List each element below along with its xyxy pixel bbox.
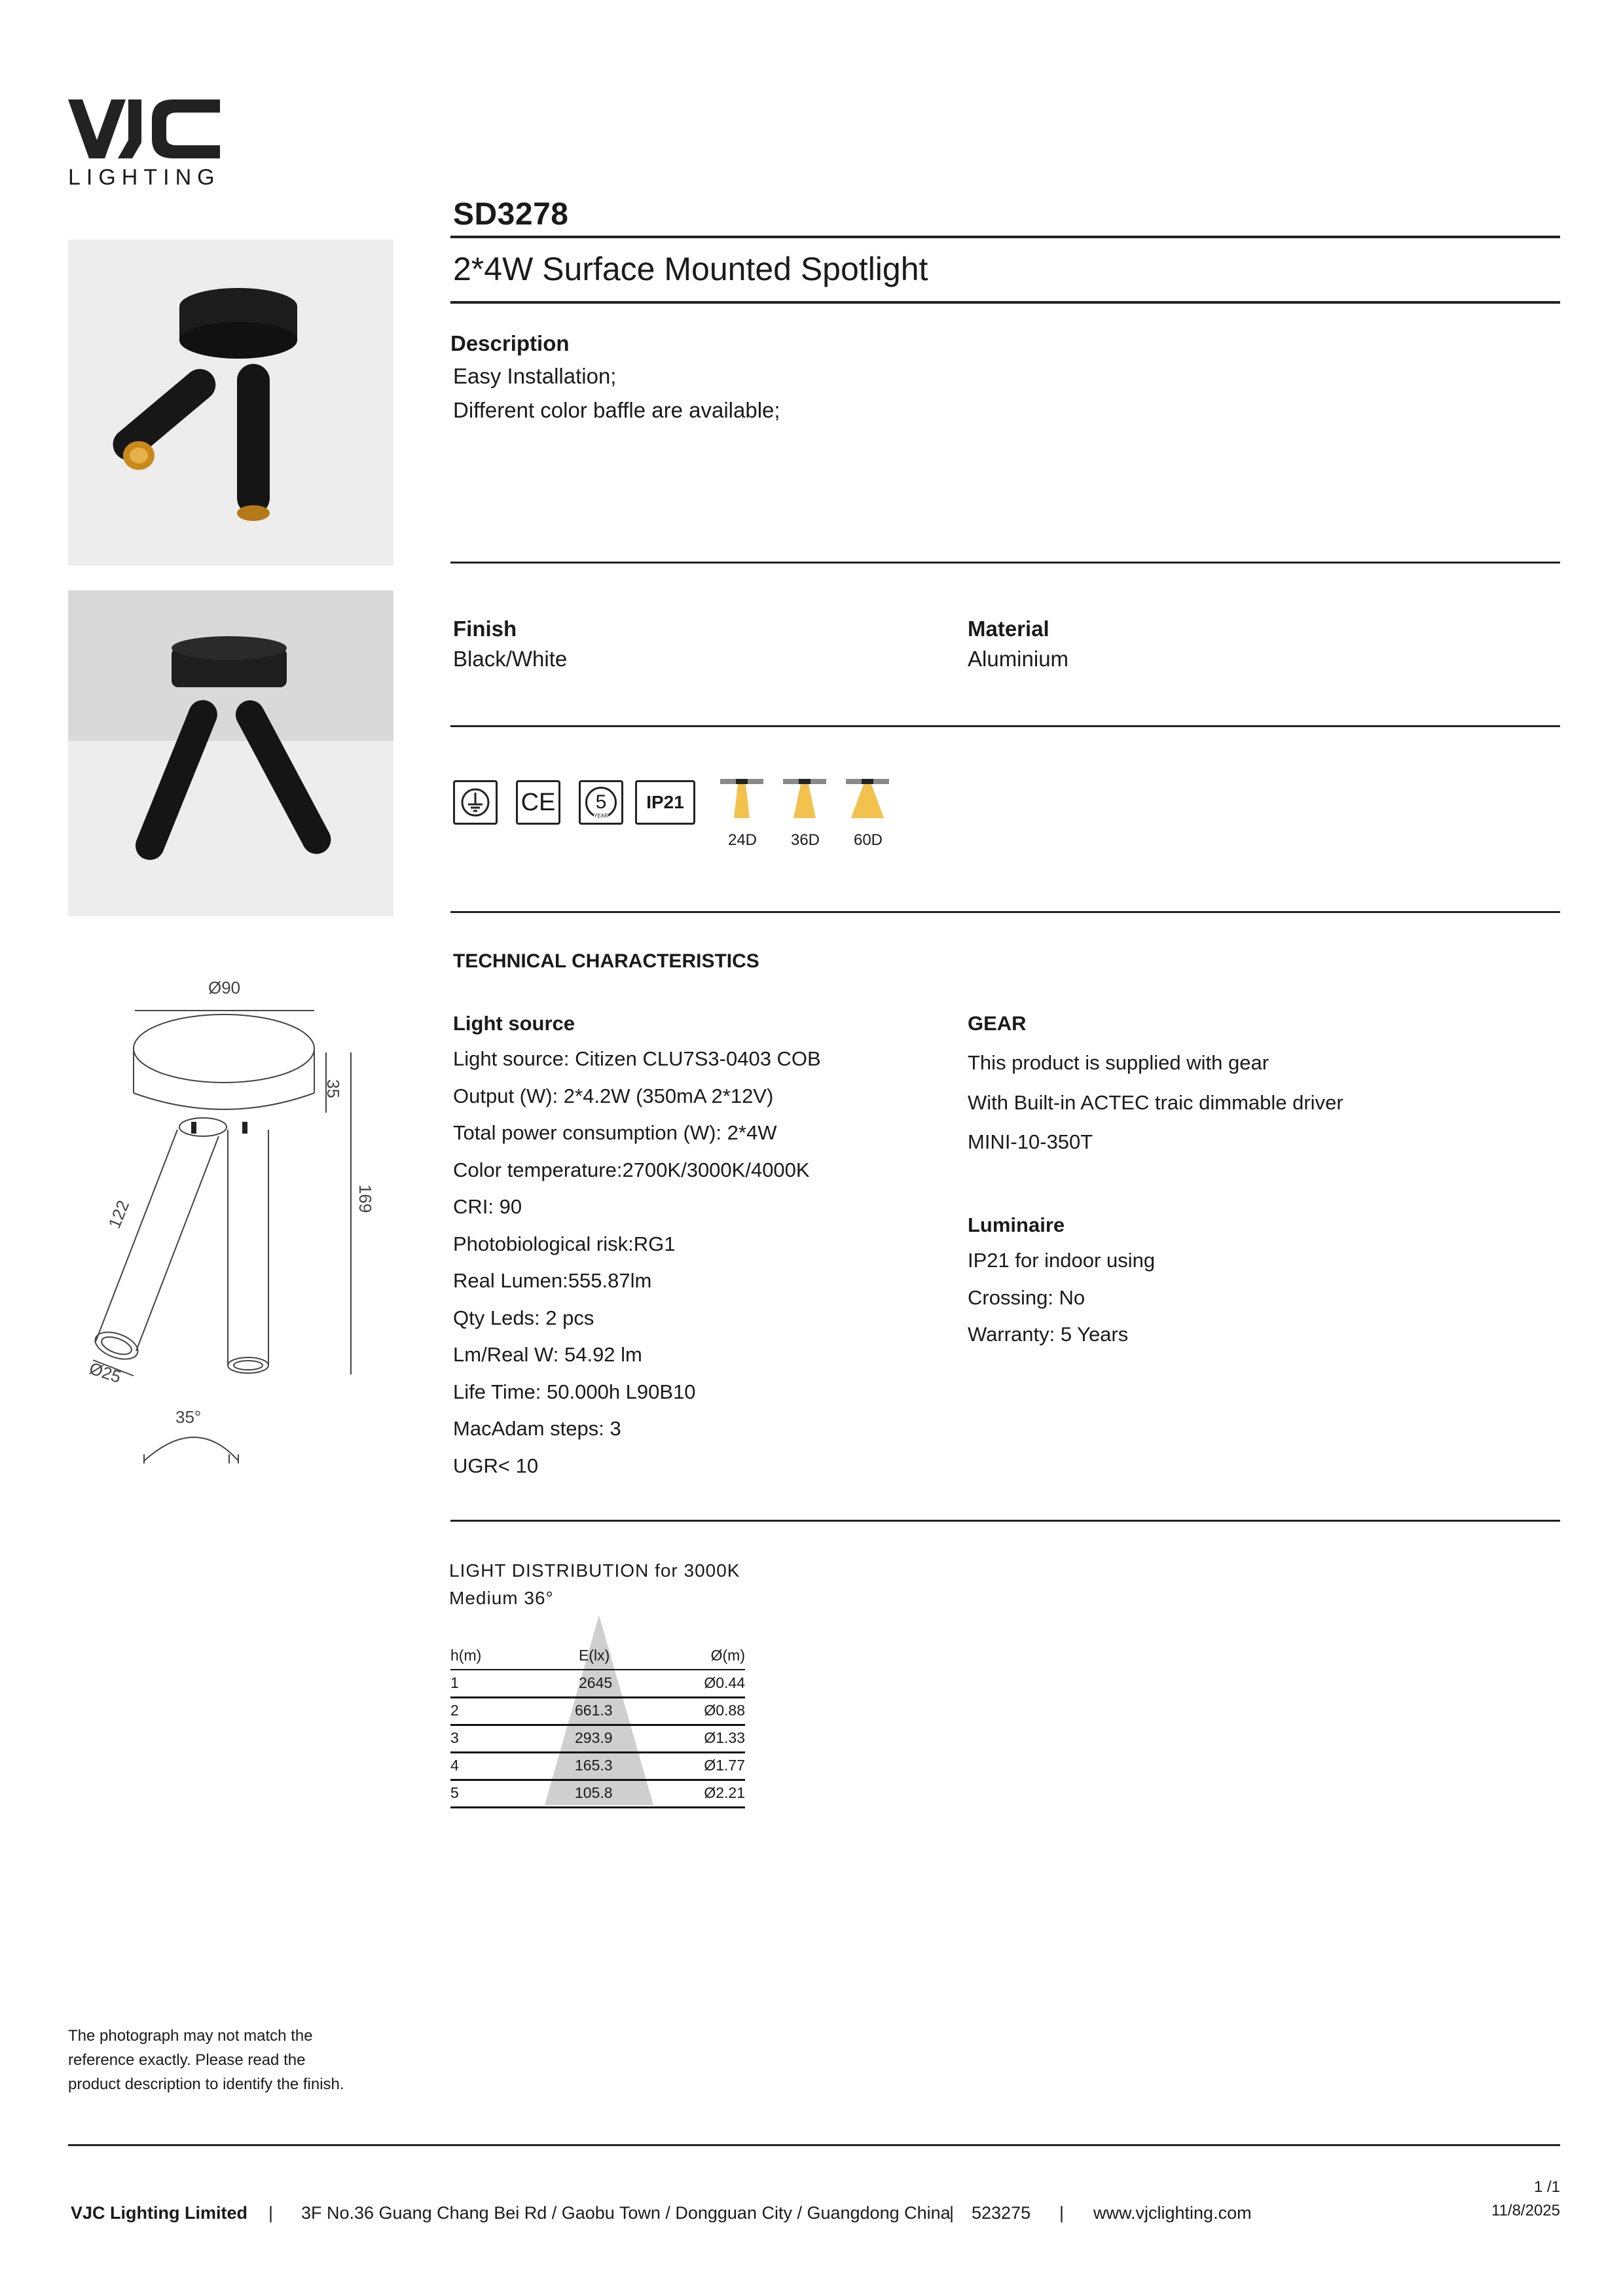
cell-height: 5: [450, 1784, 459, 1801]
description-line: Different color baffle are available;: [453, 398, 780, 422]
cell-height: 2: [450, 1702, 459, 1719]
product-code: SD3278: [453, 197, 569, 232]
dim-total-height: 169: [356, 1184, 376, 1213]
ce-mark-icon: CE: [516, 780, 560, 825]
spec-item: Total power consumption (W): 2*4W: [453, 1121, 777, 1144]
cell-diameter: Ø1.33: [704, 1729, 745, 1746]
tech-heading: TECHNICAL CHARACTERISTICS: [453, 950, 759, 972]
page-number: 1 /1: [1533, 2178, 1560, 2196]
spec-item: Crossing: No: [968, 1285, 1085, 1309]
beam-24-label: 24D: [727, 831, 757, 849]
beam-36-icon: [783, 776, 829, 822]
header-height: h(m): [450, 1647, 482, 1664]
luminaire-heading: Luminaire: [968, 1213, 1065, 1236]
distribution-title: LIGHT DISTRIBUTION for 3000K: [449, 1560, 740, 1581]
finish-label: Finish: [453, 617, 517, 641]
spec-item: This product is supplied with gear: [968, 1051, 1269, 1074]
spec-item: CRI: 90: [453, 1195, 522, 1218]
document-date: 11/8/2025: [1491, 2202, 1560, 2219]
cell-illuminance: 293.9: [575, 1729, 613, 1746]
cell-illuminance: 165.3: [575, 1757, 613, 1774]
table-row: [450, 1725, 745, 1753]
divider: [450, 725, 1560, 727]
vjc-logo-mark: [68, 99, 223, 158]
cell-height: 4: [450, 1757, 459, 1774]
spec-item: MINI-10-350T: [968, 1130, 1093, 1153]
table-row: [450, 1780, 745, 1808]
cell-height: 3: [450, 1729, 459, 1746]
footer-postcode: 523275: [972, 2203, 1031, 2223]
product-photo-angled: [68, 240, 393, 565]
cell-diameter: Ø0.44: [704, 1674, 745, 1691]
disclaimer-line: product description to identify the finish.: [68, 2075, 344, 2093]
dim-angle: 35°: [175, 1407, 202, 1427]
dim-diameter-top: Ø90: [208, 978, 241, 997]
spec-item: MacAdam steps: 3: [453, 1417, 621, 1440]
divider: [450, 562, 1560, 564]
table-row: [450, 1753, 745, 1781]
description-heading: Description: [450, 331, 570, 355]
header-diameter: Ø(m): [710, 1647, 745, 1664]
gear-list: [968, 1043, 1343, 1162]
five-year-warranty-icon: [579, 780, 623, 825]
spec-item: Light source: Citizen CLU7S3-0403 COB: [453, 1047, 821, 1070]
disclaimer-line: reference exactly. Please read the: [68, 2051, 306, 2069]
dim-height-base: 35: [323, 1079, 343, 1098]
dim-tube-diameter: Ø25: [86, 1358, 124, 1387]
header-illuminance: E(lx): [579, 1647, 610, 1664]
light-source-list: [453, 1041, 821, 1484]
spec-item: IP21 for indoor using: [968, 1249, 1156, 1272]
warranty-unit: YEAR: [594, 812, 608, 819]
divider: [450, 236, 1560, 238]
cell-height: 1: [450, 1674, 459, 1691]
cell-diameter: Ø1.77: [704, 1757, 745, 1774]
distribution-header: [450, 1643, 745, 1670]
footer-address: 3F No.36 Guang Chang Bei Rd / Gaobu Town / Dongguan City / Guangdong China: [301, 2203, 951, 2223]
table-row: [450, 1698, 745, 1726]
divider: [450, 1520, 1560, 1522]
table-row: [450, 1670, 745, 1698]
spec-item: Warranty: 5 Years: [968, 1323, 1129, 1346]
cell-diameter: Ø2.21: [704, 1784, 745, 1801]
footer-website[interactable]: www.vjclighting.com: [1093, 2203, 1252, 2223]
luminaire-list: [968, 1242, 1155, 1354]
product-photo-front: [68, 590, 393, 916]
beam-60-label: 60D: [853, 831, 883, 849]
spec-item: Qty Leds: 2 pcs: [453, 1306, 594, 1329]
cell-illuminance: 105.8: [575, 1784, 613, 1801]
cell-diameter: Ø0.88: [704, 1702, 745, 1719]
footer-company: VJC Lighting Limited: [71, 2203, 247, 2223]
spec-item: With Built-in ACTEC traic dimmable driver: [968, 1090, 1343, 1114]
spec-item: Lm/Real W: 54.92 lm: [453, 1343, 642, 1366]
beam-24-icon: [720, 776, 766, 822]
cell-illuminance: 2645: [579, 1674, 613, 1691]
disclaimer-line: The photograph may not match the: [68, 2027, 313, 2045]
footer-separator: |: [1059, 2203, 1065, 2223]
finish-value: Black/White: [453, 647, 568, 671]
product-title: 2*4W Surface Mounted Spotlight: [453, 251, 928, 287]
footer-separator: |: [949, 2203, 955, 2223]
warranty-number: 5: [585, 787, 617, 818]
distribution-subtitle: Medium 36°: [449, 1588, 554, 1608]
description-line: Easy Installation;: [453, 364, 617, 388]
beam-60-icon: [846, 776, 892, 822]
cell-illuminance: 661.3: [575, 1702, 613, 1719]
ip-rating-icon: IP21: [635, 780, 695, 825]
logo-tagline: LIGHTING: [68, 165, 221, 190]
divider: [450, 911, 1560, 913]
class-ground-icon: [453, 780, 498, 825]
dim-arm-length: 122: [104, 1197, 134, 1232]
beam-36-label: 36D: [790, 831, 820, 849]
spec-item: UGR< 10: [453, 1454, 539, 1477]
gear-heading: GEAR: [968, 1012, 1027, 1035]
spec-item: Real Lumen:555.87lm: [453, 1269, 652, 1292]
footer-separator: |: [268, 2203, 274, 2223]
spec-item: Color temperature:2700K/3000K/4000K: [453, 1158, 810, 1181]
divider: [450, 301, 1560, 304]
spec-item: Photobiological risk:RG1: [453, 1232, 676, 1255]
spec-item: Output (W): 2*4.2W (350mA 2*12V): [453, 1084, 774, 1107]
light-source-heading: Light source: [453, 1012, 575, 1035]
material-value: Aluminium: [968, 647, 1069, 671]
spec-item: Life Time: 50.000h L90B10: [453, 1380, 696, 1403]
material-label: Material: [968, 617, 1049, 641]
footer-divider: [68, 2144, 1560, 2146]
photo-disclaimer: [68, 2024, 344, 2096]
